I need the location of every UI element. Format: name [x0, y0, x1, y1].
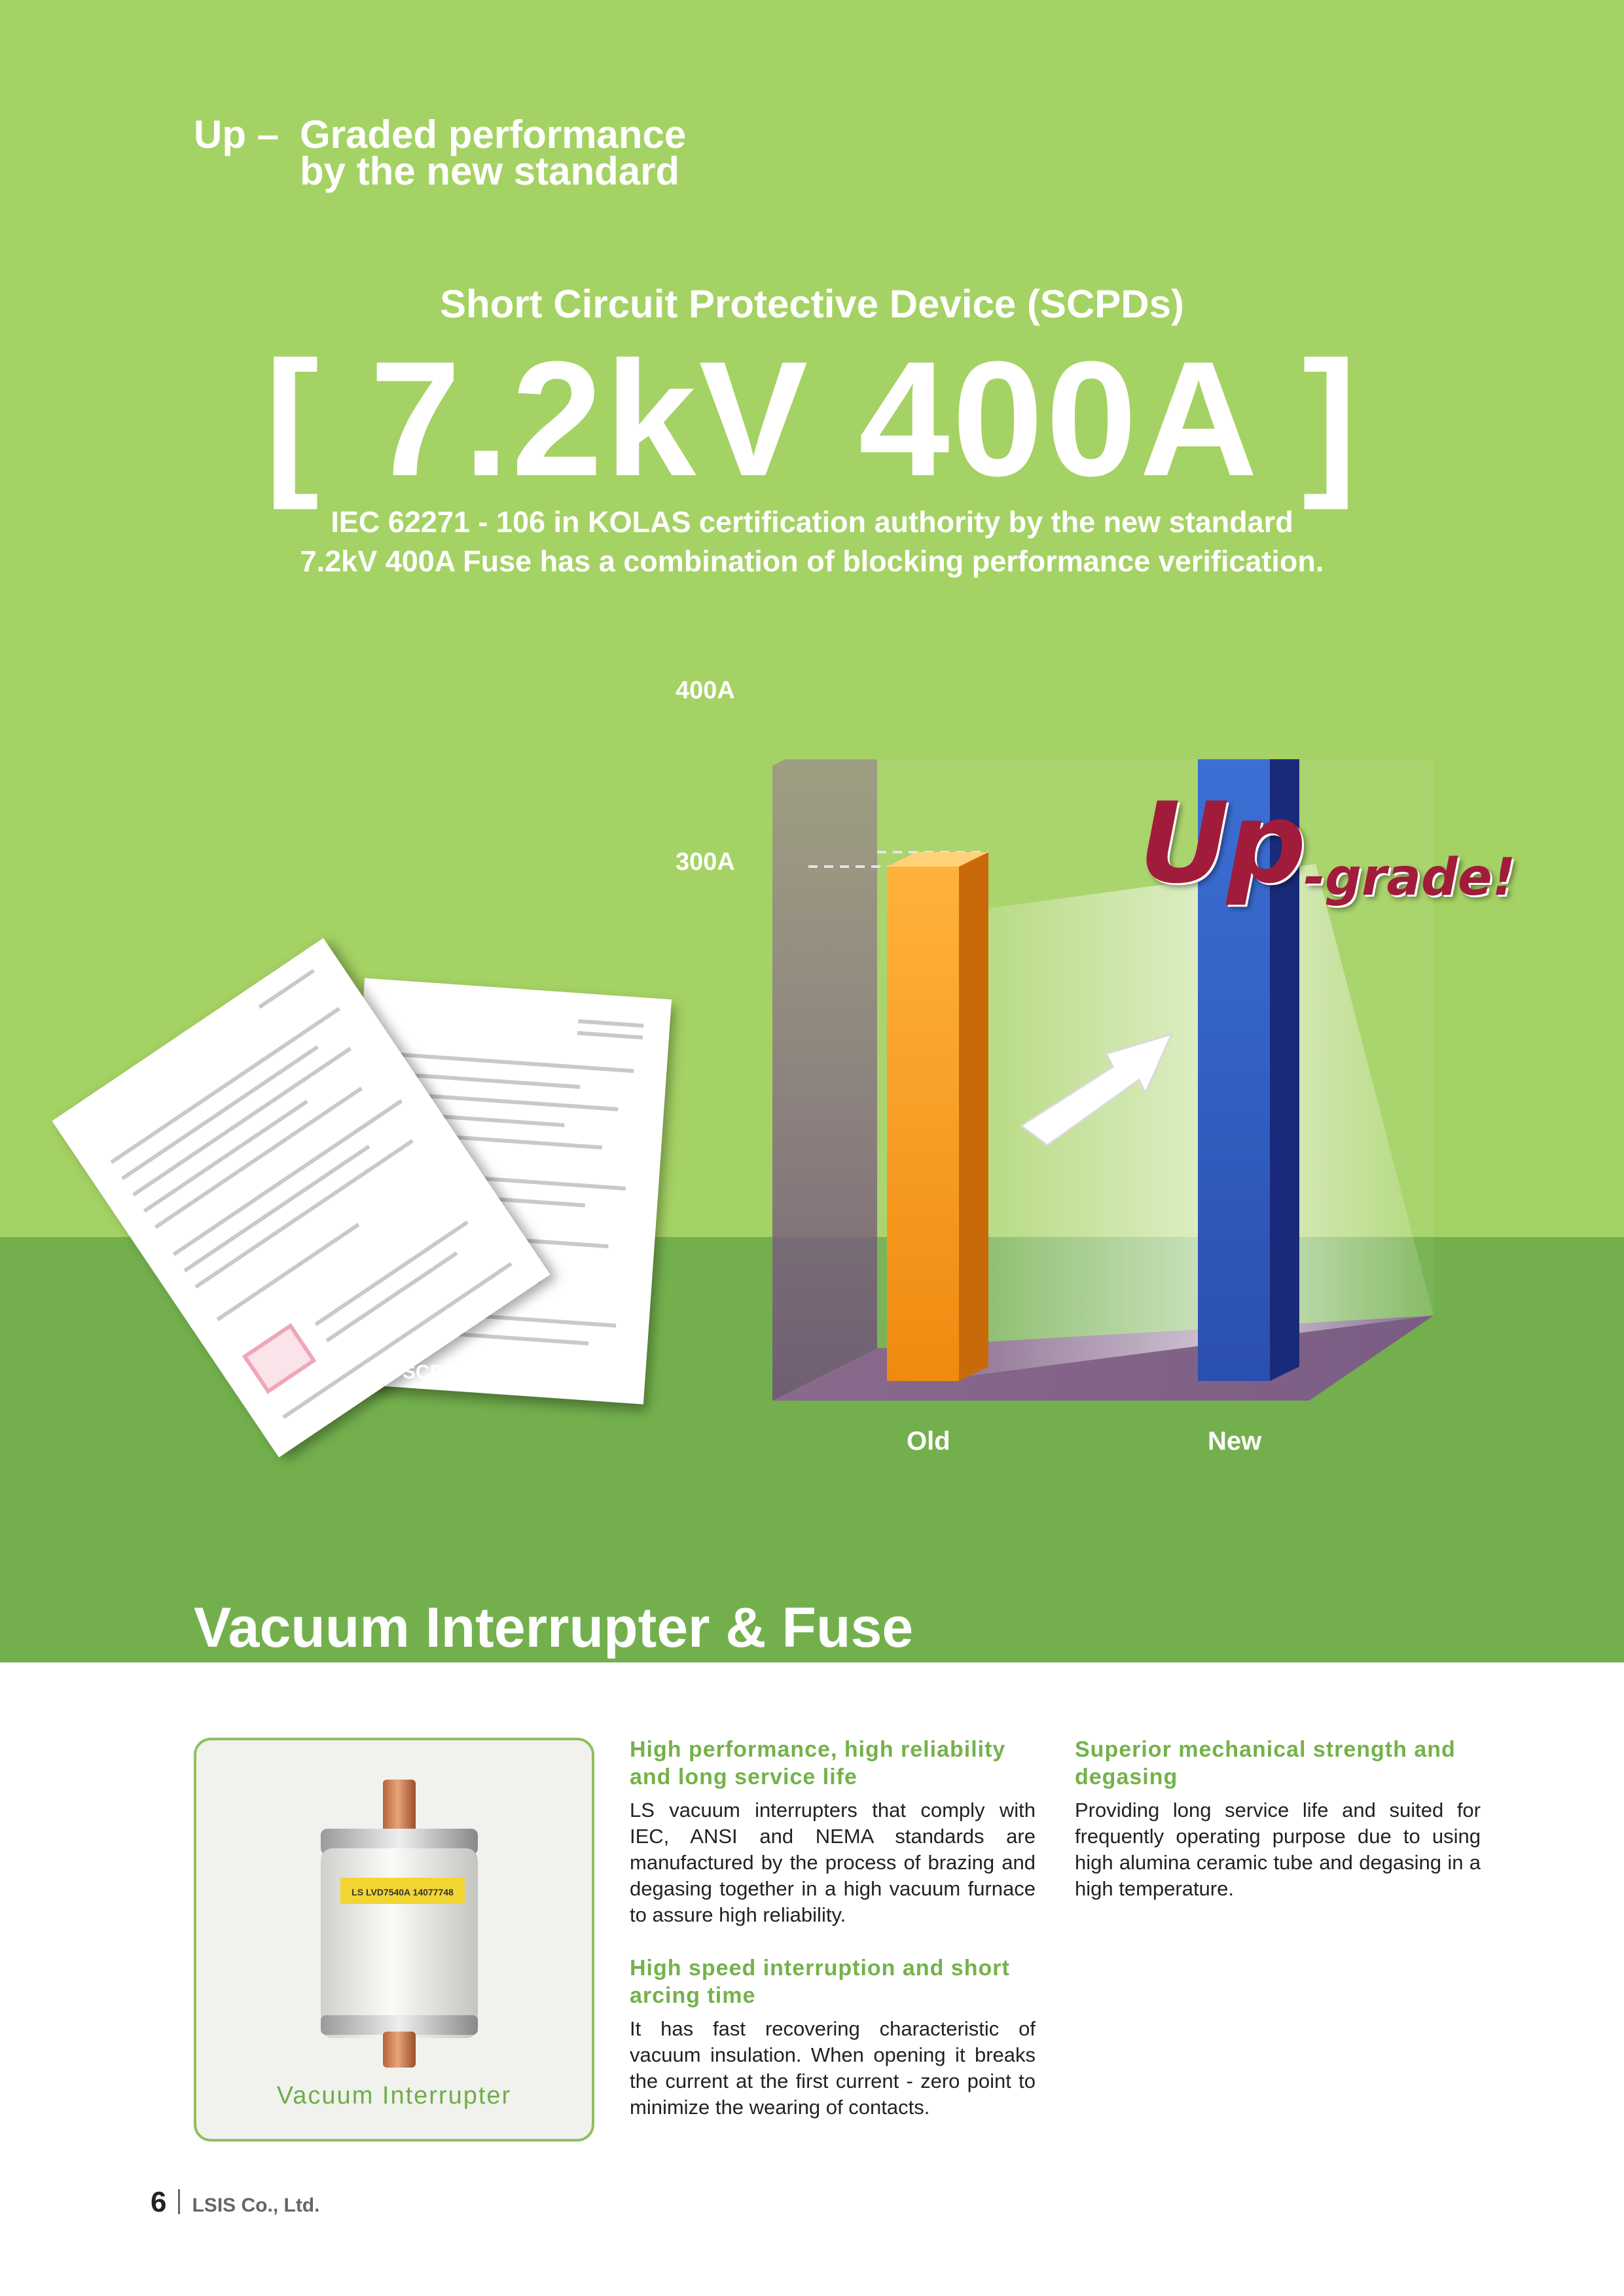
test-report-image — [79, 956, 602, 1414]
footer-separator — [178, 2189, 180, 2214]
hero-description — [0, 503, 1624, 581]
section-title: Vacuum Interrupter & Fuse — [194, 1596, 914, 1659]
y-tick-label-300: 300A — [676, 848, 735, 876]
x-category-label-new: New — [1208, 1427, 1262, 1456]
feature-block-3 — [1075, 1736, 1481, 1902]
kicker-line-2: by the new standard — [300, 149, 680, 193]
hero-subtitle: Short Circuit Protective Device (SCPDs) — [440, 282, 1184, 326]
company-name: LSIS Co., Ltd. — [192, 2195, 320, 2216]
product-caption: Vacuum Interrupter — [276, 2082, 512, 2109]
vacuum-interrupter-label: LS LVD7540A 14077748 — [352, 1887, 454, 1897]
kicker-line-1: Graded performance — [300, 113, 687, 156]
hero-headline: [ 7.2kV 400A ] — [264, 327, 1360, 510]
hero-description-line-1: IEC 62271 - 106 in KOLAS certification authority by the new standard — [331, 505, 1293, 539]
y-tick-label-400: 400A — [676, 677, 735, 704]
hero-description-line-2: 7.2kV 400A Fuse has a combination of blocking performance verification. — [300, 545, 1324, 578]
upgrade-badge-grade: -grade! — [1303, 848, 1516, 907]
x-category-label-old: Old — [907, 1427, 950, 1456]
feature-title-3: Superior mechanical strength and degasing — [1075, 1737, 1456, 1789]
page-number: 6 — [151, 2186, 167, 2218]
page-footer — [151, 2186, 319, 2219]
chart-back-wall — [772, 759, 877, 1401]
feature-body-2: It has fast recovering characteristic of vacuum insulation. When opening it breaks the current at the first current - zero point to minimize the wearing of contacts. — [630, 2017, 1036, 2119]
feature-block-1 — [630, 1736, 1036, 1928]
kicker-prefix: Up – — [194, 113, 280, 156]
feature-block-2 — [630, 1954, 1036, 2121]
feature-body-3: Providing long service life and suited for frequently operating purpose due to using high alumina ceramic tube and degasing in a high temperature. — [1075, 1799, 1481, 1900]
test-report-caption: SCPDs Test Report — [403, 1361, 581, 1383]
vacuum-interrupter-image — [301, 1780, 497, 2068]
report-stamp — [242, 1323, 317, 1393]
feature-title-1: High performance, high reliability and long service life — [630, 1737, 1006, 1789]
feature-title-2: High speed interruption and short arcing time — [630, 1956, 1010, 2008]
feature-body-1: LS vacuum interrupters that comply with IEC, ANSI and NEMA standards are manufactured by the process of brazing and degasing together in a high vacuum furnace to assure high reliability. — [630, 1799, 1036, 1926]
upgrade-badge — [1139, 779, 1515, 908]
bar-old — [887, 852, 988, 1381]
product-card — [194, 1738, 594, 2142]
upgrade-badge-up: Up — [1139, 779, 1304, 908]
